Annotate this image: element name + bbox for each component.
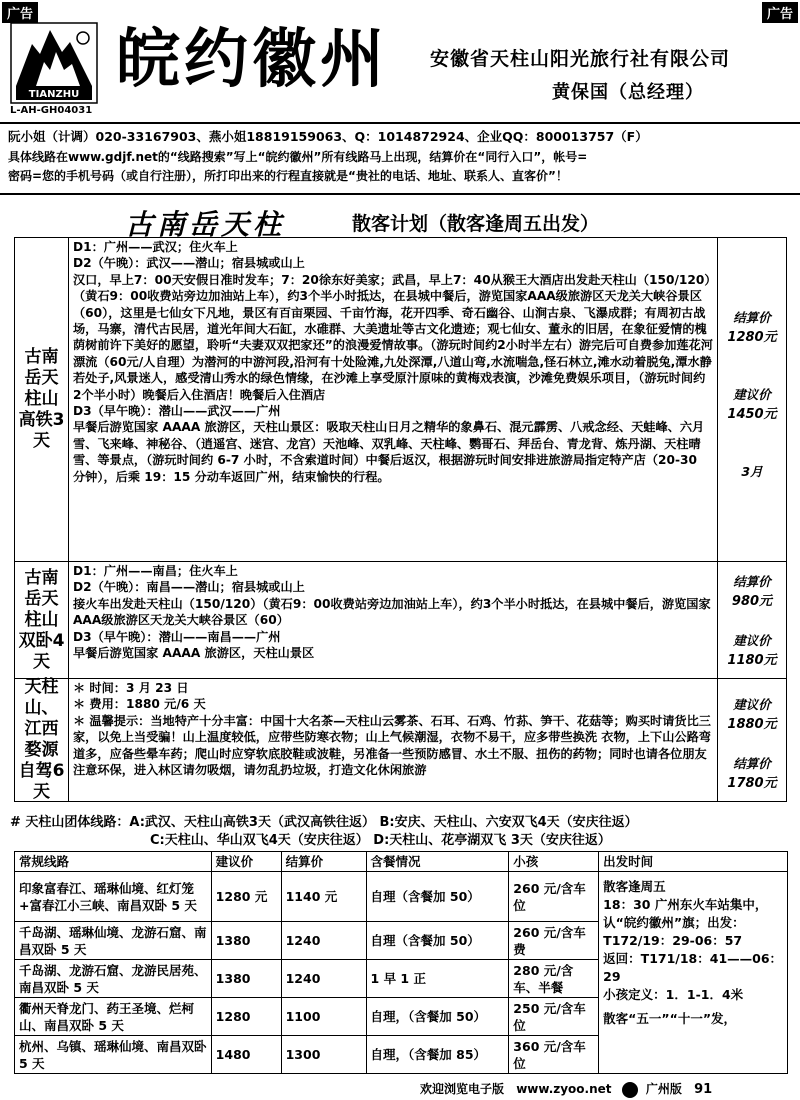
price-label: 结算价	[733, 574, 771, 589]
ad-label-left: 广告	[2, 2, 38, 23]
itinerary-line: ＊ 温馨提示：当地特产十分丰富：中国十大名茶—天柱山云雾茶、石耳、石鸡、竹荪、笋干、花菇等；购买时请货比三家，以免上当受骗！山上温度较低，应带些防寒衣物；山上气候潮湿，衣物不易干，应多带些换洗 衣物，上下山公路弯道多，应备些晕车药；爬山时应穿软底胶鞋或波鞋，另准备一些预防感冒、水土不服、扭伤的药物；同时也请各位朋友注意环保，进入林区请勿吸烟，请勿乱扔垃圾，打造文化休闲旅游	[73, 713, 711, 778]
departure-month: 3月	[741, 464, 763, 479]
tour-1-itinerary	[68, 237, 718, 562]
child-cell: 260 元/含车位	[509, 872, 599, 922]
header-departure: 出发时间	[599, 852, 788, 872]
itinerary-line: ＊ 时间：3 月 23 日	[73, 681, 189, 695]
departure-line: 返回：T171/18：41——06：29	[603, 951, 783, 984]
tour-3-itinerary	[68, 678, 718, 802]
contact-info: 阮小姐（计调）020-33167903、燕小姐18819159063、Q：1014872924、企业QQ：800013757（F）	[8, 129, 648, 144]
section-subtitle: 散客计划（散客逢周五出发）	[352, 213, 600, 235]
price-value: 1280元	[727, 330, 777, 345]
settlement-price-cell: 1240	[281, 922, 366, 960]
price-value: 980元	[731, 594, 773, 609]
price-value: 1780元	[727, 776, 777, 791]
itinerary-line: D1：广州——南昌；住火车上	[73, 564, 238, 578]
price-label: 建议价	[733, 633, 771, 648]
itinerary-line: ＊ 费用：1880 元/6 天	[73, 697, 206, 712]
departure-line: 小孩定义：1．1-1．4米	[603, 987, 744, 1002]
footer-url[interactable]: www.zyoo.net	[516, 1082, 612, 1096]
suggested-price-cell: 1480	[211, 1036, 281, 1074]
child-cell: 280 元/含车、半餐	[509, 960, 599, 998]
meals-cell: 自理，（含餐加 85）	[366, 1036, 509, 1074]
settlement-price-cell: 1100	[281, 998, 366, 1036]
settlement-price-cell: 1140 元	[281, 872, 366, 922]
suggested-price-cell: 1280 元	[211, 872, 281, 922]
meals-cell: 自理（含餐加 50）	[366, 872, 509, 922]
header-route: 常规线路	[15, 852, 212, 872]
price-label: 建议价	[733, 387, 771, 402]
group-routes-line-2: C:天柱山、华山双飞4天（安庆往返） D:天柱山、花亭湖双飞 3天（安庆往返）	[150, 833, 611, 848]
suggested-price-cell: 1380	[211, 922, 281, 960]
price-block	[718, 385, 786, 422]
table-row	[15, 872, 788, 922]
header-meals: 含餐情况	[366, 852, 509, 872]
logo-text: TIANZHU	[28, 89, 80, 100]
table-header-row	[15, 852, 788, 872]
company-logo	[10, 22, 98, 104]
tour-1-prices	[717, 237, 787, 562]
settlement-price-cell: 1300	[281, 1036, 366, 1074]
meals-cell: 1 早 1 正	[366, 960, 509, 998]
magazine-logo-icon	[622, 1082, 638, 1098]
regular-routes-table	[14, 851, 788, 1074]
child-cell: 360 元/含车位	[509, 1036, 599, 1074]
child-cell: 250 元/含车位	[509, 998, 599, 1036]
departure-line: 18：30 广州东火车站集中，认“皖约徽州”旗；出发：T172/19：29-06：57	[603, 897, 768, 948]
route-cell: 杭州、乌镇、瑶琳仙境、南昌双卧 5 天	[15, 1036, 212, 1074]
price-value: 1450元	[727, 407, 777, 422]
notes-divider	[0, 193, 800, 195]
price-label: 结算价	[733, 756, 771, 771]
ad-label-right: 广告	[762, 2, 798, 23]
tour-1-name: 古南岳天柱山高铁3天	[14, 237, 69, 562]
price-block	[718, 572, 786, 609]
page-footer	[420, 1080, 712, 1098]
suggested-price-cell: 1280	[211, 998, 281, 1036]
section-title: 古南岳天柱	[125, 208, 286, 241]
header-divider	[0, 122, 800, 124]
price-label: 建议价	[733, 697, 771, 712]
departure-info	[599, 872, 788, 1074]
departure-line: 散客“五一”“十一”发，	[603, 1011, 737, 1026]
price-value: 1180元	[727, 653, 777, 668]
route-cell: 印象富春江、瑶琳仙境、红灯笼+富春江小三峡、南昌双卧 5 天	[15, 872, 212, 922]
tour-3-name: 天柱山、江西婺源自驾6天	[14, 678, 69, 802]
group-routes-line-1: # 天柱山团体线路：A:武汉、天柱山高铁3天（武汉高铁往返） B:安庆、天柱山、六安双飞4天（安庆往返）	[10, 815, 638, 830]
tour-2-itinerary	[68, 561, 718, 679]
settlement-price-cell: 1240	[281, 960, 366, 998]
note-line-2: 密码=您的手机号码（或自行注册），所打印出来的行程直接就是“贵社的电话、地址、联系人、直客价”！	[8, 169, 568, 183]
header-child: 小孩	[509, 852, 599, 872]
itinerary-line: D3（早午晚）：潜山——南昌——广州	[73, 629, 281, 644]
mountain-logo-icon	[10, 22, 98, 104]
itinerary-line: 早餐后游览国家 AAAA 旅游区，天柱山景区	[73, 646, 315, 661]
header-suggested-price: 建议价	[211, 852, 281, 872]
route-cell: 千岛湖、瑶琳仙境、龙游石窟、南昌双卧 5 天	[15, 922, 212, 960]
note-line-1: 具体线路在www.gdjf.net的“线路搜索”写上“皖约徽州”所有线路马上出现，结算价在“同行入口”，帐号=	[8, 150, 588, 164]
tour-2-prices	[717, 561, 787, 679]
itinerary-line: D3（早午晚）：潜山——武汉——广州	[73, 404, 281, 419]
departure-line: 散客逢周五	[603, 879, 666, 894]
route-cell: 千岛湖、龙游石窟、龙游民居苑、南昌双卧 5 天	[15, 960, 212, 998]
tour-3-prices	[717, 678, 787, 802]
tour-2-name: 古南岳天柱山双卧4天	[14, 561, 69, 679]
footer-browse: 欢迎浏览电子版	[420, 1082, 505, 1096]
itinerary-line: 接火车出发赴天柱山（150/120）（黄石9：00收费站旁边加油站上车），约3个半小时抵达，在县城中餐后，游览国家AAA级旅游区天龙关大峡谷景区（60）	[73, 596, 711, 628]
price-block	[718, 308, 786, 345]
price-block	[718, 695, 786, 732]
itinerary-line: 汉口，早上7：00天安假日准时发车；7：20徐东好美家；武昌，早上7：40从猴王大酒店出发赴天柱山（150/120）（黄石9：00收费站旁边加油站上车），约3个半小时抵达，在县城中餐后，游览国家AAA级旅游区天龙关大峡谷景区（60），这里是七仙女下凡地，景区有百亩栗园、千亩竹海，花开四季、奇石幽谷、山涧古泉、飞瀑成群；有周初古战场，马寨，清代古民居，道光年间大石缸，水碓群、大美遗址等古文化遗迹；观七仙女、董永的旧居，在象征爱情的槐荫树前许下美好的愿望，聆听“夫妻双双把家还”的浪漫爱情故事。（游玩时间约2小时半左右）游完后可自费参加莲花河漂流（60元/人自理）为潜河的中游河段,沿河有十处险滩,九处深潭,八道山弯,水流喘急,怪石林立,滩水动着脱兔,潭水静若处子,风景迷人，感受清山秀水的绿色情缘，在沙滩上享受原汁原味的黄梅戏表演，沙滩免费娱乐项目，（游玩时间约2个半小时）晚餐后入住酒店！晚餐后入住酒店	[73, 272, 713, 402]
child-cell: 260 元/含车费	[509, 922, 599, 960]
price-label: 结算价	[733, 310, 771, 325]
meals-cell: 自理（含餐加 50）	[366, 922, 509, 960]
price-block	[718, 631, 786, 668]
header-settlement-price: 结算价	[281, 852, 366, 872]
itinerary-line: 早餐后游览国家 AAAA 旅游区，天柱山景区：吸取天柱山日月之精华的象鼻石、混元霹雳、八戒念经、天蛙峰、六月雪、飞来峰、神秘谷、（逍遥宫、迷宫、龙宫）天池峰、双乳峰、天柱峰、鹦哥石、拜岳台、青龙背、炼丹湖、天柱晴雪、等景点，（游玩时间约 6-7 小时，不含索道时间）中餐后返汉，根据游玩时间安排进旅游局指定特产店（20-30 分钟），后乘 19：15 分动车返回广州，结束愉快的行程。	[73, 420, 705, 484]
price-block	[718, 754, 786, 791]
meals-cell: 自理，（含餐加 50）	[366, 998, 509, 1036]
brand-title: 皖约徽州	[116, 22, 388, 97]
page-number: 91	[694, 1082, 713, 1097]
company-name: 安徽省天柱山阳光旅行社有限公司	[430, 48, 731, 70]
price-value: 1880元	[727, 717, 777, 732]
itinerary-line: D2（午晚）：武汉——潜山；宿县城或山上	[73, 256, 305, 271]
route-cell: 衢州天脊龙门、药王圣境、烂柯山、南昌双卧 5 天	[15, 998, 212, 1036]
manager-name: 黄保国（总经理）	[552, 82, 704, 103]
itinerary-line: D1：广州——武汉；住火车上	[73, 240, 238, 254]
suggested-price-cell: 1380	[211, 960, 281, 998]
license-number: L-AH-GH04031	[10, 105, 93, 116]
footer-edition: 广州版	[645, 1082, 682, 1096]
itinerary-line: D2（午晚）：南昌——潜山；宿县城或山上	[73, 580, 305, 595]
